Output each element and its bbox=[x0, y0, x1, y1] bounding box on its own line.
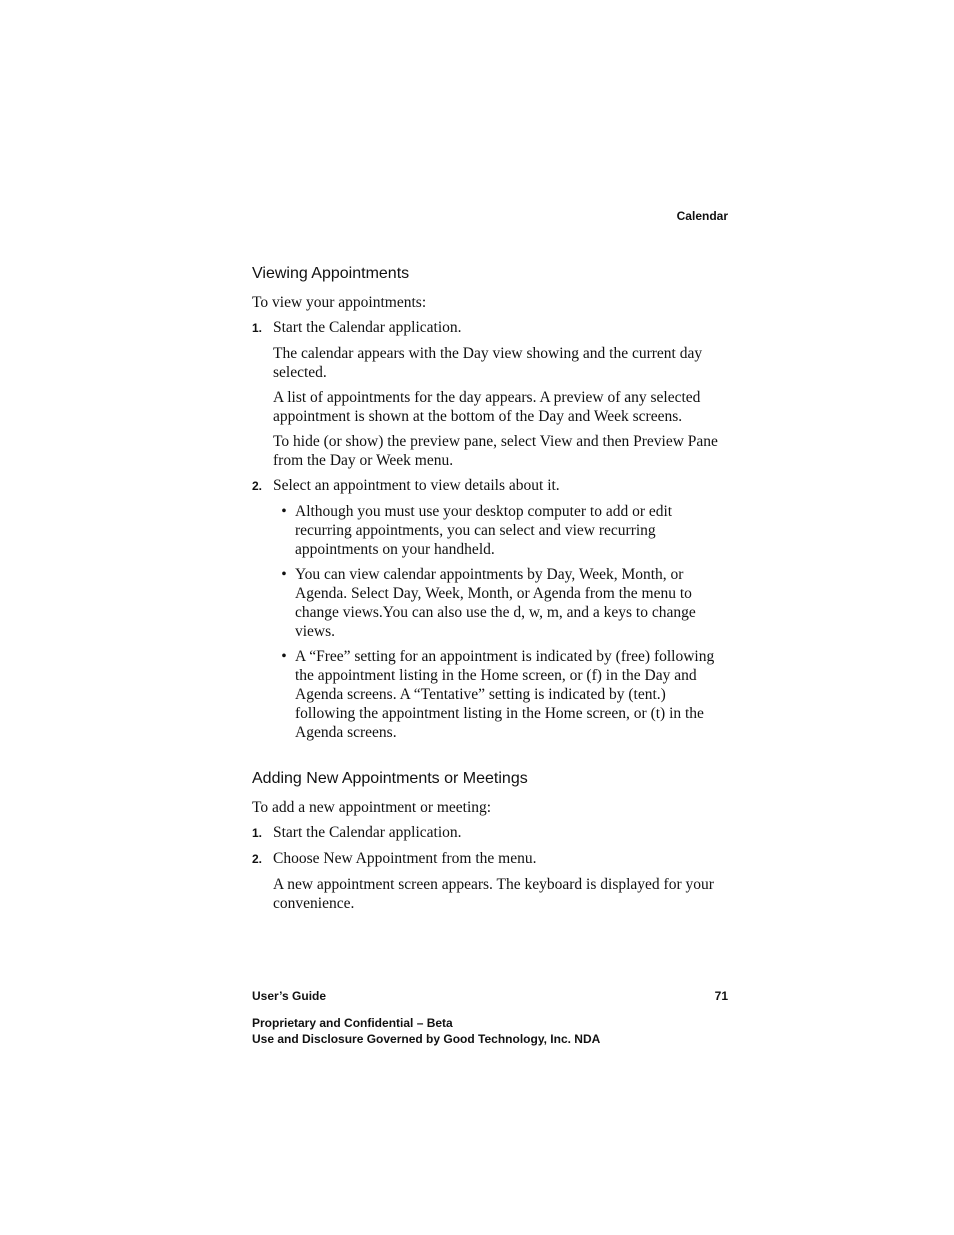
section-adding-appointments bbox=[252, 769, 728, 913]
bullet-icon: • bbox=[281, 648, 287, 665]
bullet-text: You can view calendar appointments by Day, Week, Month, or Agenda. Select Day, Week, Month, or Agenda from the menu to change views.You can also use the d, w, m, and a keys to change views. bbox=[295, 566, 696, 640]
section-viewing-appointments bbox=[252, 264, 728, 742]
step-item bbox=[252, 318, 728, 338]
footer-guide-line bbox=[252, 989, 728, 1003]
running-header: Calendar bbox=[676, 209, 728, 223]
step-item bbox=[252, 476, 728, 496]
section-intro: To add a new appointment or meeting: bbox=[252, 799, 492, 816]
confidential-line: Proprietary and Confidential – Beta bbox=[252, 1016, 453, 1030]
footer-guide-title: User’s Guide bbox=[252, 989, 327, 1003]
step-paragraph: A new appointment screen appears. The keyboard is displayed for your convenience. bbox=[273, 876, 714, 912]
disclosure-line: Use and Disclosure Governed by Good Technology, Inc. NDA bbox=[252, 1032, 601, 1046]
bullet-text: Although you must use your desktop computer to add or edit recurring appointments, you can select and view recurring appointments on your handheld. bbox=[295, 503, 673, 558]
bullet-icon: • bbox=[281, 566, 287, 583]
step-text: Start the Calendar application. bbox=[273, 824, 462, 841]
step-text: Select an appointment to view details about it. bbox=[273, 477, 560, 494]
footer-confidential bbox=[252, 1015, 728, 1047]
section-heading: Adding New Appointments or Meetings bbox=[252, 770, 528, 787]
step-item bbox=[252, 849, 728, 869]
step-number: 2. bbox=[252, 852, 263, 866]
step-number: 1. bbox=[252, 826, 263, 840]
bullet-item bbox=[273, 565, 728, 641]
step-paragraph: To hide (or show) the preview pane, select View and then Preview Pane from the Day or Week menu. bbox=[273, 433, 718, 469]
bullet-item bbox=[273, 647, 728, 742]
bullet-text: A “Free” setting for an appointment is indicated by (free) following the appointment listing in the Home screen, or (f) in the Day and Agenda screens. A “Tentative” setting is indicated by (tent.) following the appointment listing in the Home screen, or (t) in the Agenda screens. bbox=[295, 648, 715, 741]
step-paragraph: The calendar appears with the Day view showing and the current day selected. bbox=[273, 345, 703, 381]
bullet-icon: • bbox=[281, 503, 287, 520]
page-number: 71 bbox=[714, 989, 728, 1003]
bullet-item bbox=[273, 502, 728, 559]
step-item bbox=[252, 823, 728, 843]
section-heading: Viewing Appointments bbox=[252, 265, 410, 282]
step-paragraph: A list of appointments for the day appears. A preview of any selected appointment is shown at the bottom of the Day and Week screens. bbox=[273, 389, 701, 425]
section-intro: To view your appointments: bbox=[252, 294, 427, 311]
step-number: 2. bbox=[252, 479, 263, 493]
step-text: Choose New Appointment from the menu. bbox=[273, 850, 537, 867]
step-text: Start the Calendar application. bbox=[273, 319, 462, 336]
page-content bbox=[252, 264, 728, 913]
step-number: 1. bbox=[252, 321, 263, 335]
